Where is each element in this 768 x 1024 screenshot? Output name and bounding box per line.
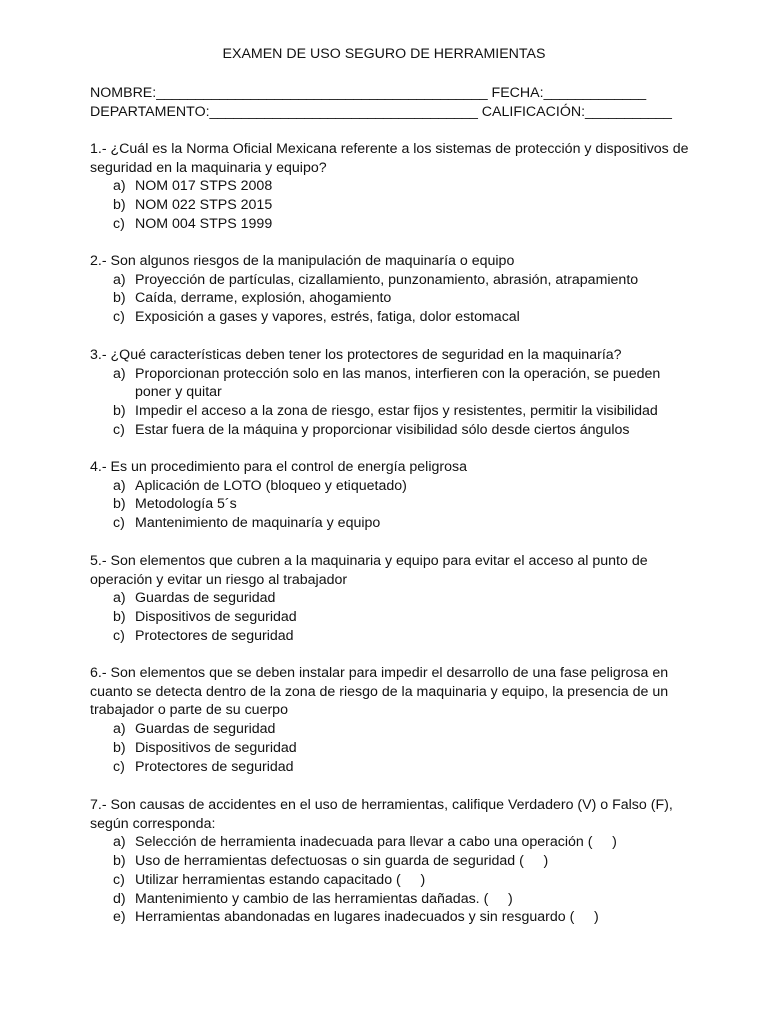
option-label: e): [113, 909, 126, 926]
option-label: c): [113, 421, 125, 438]
option-a: [90, 365, 690, 402]
option-b: [90, 608, 690, 627]
option-text: Exposición a gases y vapores, estrés, fatiga, dolor estomacal: [135, 309, 520, 326]
option-c: [90, 308, 690, 327]
option-label: c): [113, 215, 125, 232]
question-5: [90, 552, 690, 646]
option-text: Mantenimiento y cambio de las herramientas dañadas. ( ): [135, 890, 513, 907]
option-text: Aplicación de LOTO (bloqueo y etiquetado): [135, 477, 407, 494]
option-text: Estar fuera de la máquina y proporcionar visibilidad sólo desde ciertos ángulos: [135, 421, 630, 438]
option-a: [90, 177, 690, 196]
option-text: Caída, derrame, explosión, ahogamiento: [135, 290, 392, 307]
option-text: NOM 017 STPS 2008: [135, 178, 273, 195]
option-a: [90, 589, 690, 608]
option-label: a): [113, 477, 126, 494]
option-text: Dispositivos de seguridad: [135, 609, 297, 626]
option-label: c): [113, 309, 125, 326]
option-text: Herramientas abandonadas en lugares inadecuados y sin resguardo ( ): [135, 909, 599, 926]
option-c: [90, 627, 690, 646]
option-d: [90, 890, 690, 909]
option-label: a): [113, 834, 126, 851]
option-a: [90, 477, 690, 496]
option-text: Mantenimiento de maquinaría y equipo: [135, 515, 381, 532]
option-text: Selección de herramienta inadecuada para llevar a cabo una operación ( ): [135, 834, 617, 851]
question-text: 5.- Son elementos que cubren a la maquinaria y equipo para evitar el acceso al punto de operación y evitar un riesgo al trabajador: [90, 553, 648, 588]
option-label: b): [113, 853, 126, 870]
option-label: b): [113, 197, 126, 214]
option-label: c): [113, 871, 125, 888]
option-a: [90, 833, 690, 852]
question-6: [90, 664, 690, 776]
option-text: Impedir el acceso a la zona de riesgo, estar fijos y resistentes, permitir la visibilidad: [135, 403, 658, 420]
option-label: b): [113, 290, 126, 307]
option-b: [90, 289, 690, 308]
question-4: [90, 458, 690, 533]
question-text: 1.- ¿Cuál es la Norma Oficial Mexicana referente a los sistemas de protección y dispositivos de seguridad en la maquinaria y equipo?: [90, 141, 689, 176]
question-text: 6.- Son elementos que se deben instalar para impedir el desarrollo de una fase peligrosa en cuanto se detecta dentro de la zona de riesgo de la maquinaria y equipo, la presencia de un trabajador o parte de su cuerpo: [90, 665, 669, 719]
question-1: [90, 140, 690, 234]
question-text: 2.- Son algunos riesgos de la manipulación de maquinaría o equipo: [90, 253, 515, 269]
option-text: Protectores de seguridad: [135, 627, 294, 644]
option-c: [90, 758, 690, 777]
option-text: Proyección de partículas, cizallamiento, punzonamiento, abrasión, atrapamiento: [135, 271, 639, 288]
option-text: Utilizar herramientas estando capacitado ( ): [135, 871, 426, 888]
option-text: NOM 022 STPS 2015: [135, 197, 273, 214]
department-grade-line: DEPARTAMENTO:__________________________________ CALIFICACIÓN:___________: [90, 104, 672, 120]
option-label: b): [113, 403, 126, 420]
question-text: 7.- Son causas de accidentes en el uso de herramientas, califique Verdadero (V) o Falso (F), según corresponda:: [90, 797, 673, 832]
option-text: NOM 004 STPS 1999: [135, 215, 273, 232]
option-b: [90, 495, 690, 514]
question-text: 3.- ¿Qué características deben tener los protectores de seguridad en la maquinaría?: [90, 347, 622, 363]
option-a: [90, 271, 690, 290]
option-label: b): [113, 739, 126, 756]
question-3: [90, 346, 690, 440]
question-text: 4.- Es un procedimiento para el control de energía peligrosa: [90, 459, 467, 475]
option-label: a): [113, 178, 126, 195]
option-label: b): [113, 496, 126, 513]
option-c: [90, 215, 690, 234]
option-text: Guardas de seguridad: [135, 590, 276, 607]
option-c: [90, 514, 690, 533]
option-text: Metodología 5´s: [135, 496, 237, 513]
option-b: [90, 852, 690, 871]
option-label: a): [113, 721, 126, 738]
name-date-line: NOMBRE:__________________________________________ FECHA:_____________: [90, 85, 647, 101]
option-b: [90, 739, 690, 758]
option-text: Proporcionan protección solo en las manos, interfieren con la operación, se pueden poner y quitar: [135, 365, 661, 401]
option-label: c): [113, 758, 125, 775]
option-text: Dispositivos de seguridad: [135, 739, 297, 756]
option-label: d): [113, 890, 126, 907]
option-label: c): [113, 515, 125, 532]
option-label: a): [113, 271, 126, 288]
option-label: a): [113, 590, 126, 607]
option-b: [90, 402, 690, 421]
option-a: [90, 720, 690, 739]
question-7: [90, 796, 690, 927]
exam-title: EXAMEN DE USO SEGURO DE HERRAMIENTAS: [222, 46, 546, 62]
option-text: Guardas de seguridad: [135, 721, 276, 738]
option-text: Protectores de seguridad: [135, 758, 294, 775]
option-label: b): [113, 609, 126, 626]
option-text: Uso de herramientas defectuosas o sin guarda de seguridad ( ): [135, 853, 549, 870]
option-b: [90, 196, 690, 215]
option-c: [90, 421, 690, 440]
question-2: [90, 252, 690, 327]
option-label: c): [113, 627, 125, 644]
option-e: [90, 908, 690, 927]
option-c: [90, 871, 690, 890]
option-label: a): [113, 365, 126, 382]
